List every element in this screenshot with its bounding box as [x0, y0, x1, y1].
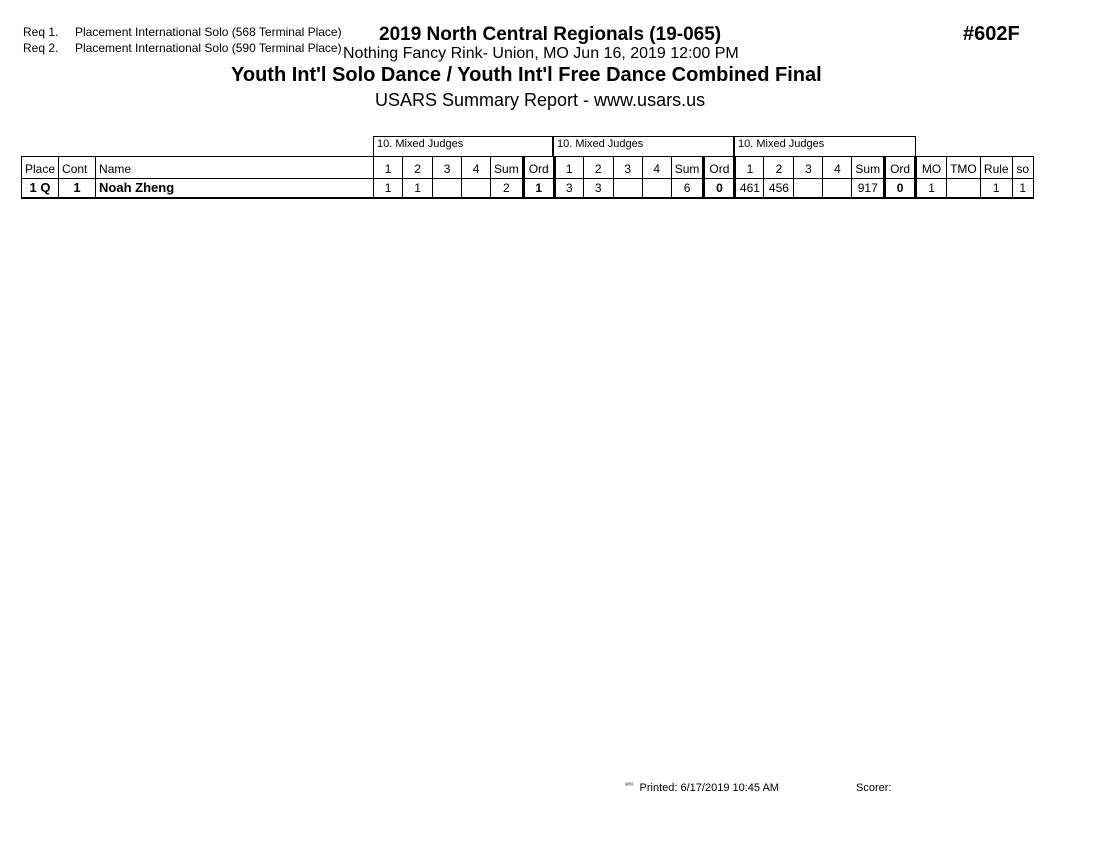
scorer-label: Scorer:: [856, 782, 892, 794]
g1-sum-cell: 2: [491, 179, 524, 199]
table-row: [22, 179, 1034, 199]
g3-judge3-cell: [794, 179, 823, 199]
g2-judge2-cell: 3: [583, 179, 613, 199]
g2-judge4-cell: [642, 179, 671, 199]
g1-ord-cell: 1: [523, 179, 554, 199]
printed-timestamp: Printed: 6/17/2019 10:45 AM: [639, 782, 779, 794]
column-header-g1-judge4: 4: [462, 157, 491, 179]
column-header-g3-ord: Ord: [885, 157, 916, 179]
rule-cell: 1: [980, 179, 1012, 199]
column-header-g1-ord: Ord: [523, 157, 554, 179]
column-header-g1-judge3: 3: [433, 157, 462, 179]
g1-judge4-cell: [462, 179, 491, 199]
cont-cell: 1: [59, 179, 96, 199]
competition-title: 2019 North Central Regionals (19-065): [379, 24, 722, 45]
judge-group-2-header: 10. Mixed Judges: [553, 136, 734, 156]
column-header-name: Name: [96, 157, 374, 179]
g3-judge4-cell: [823, 179, 852, 199]
requirement-text: Placement International Solo (590 Terminal Place): [75, 41, 342, 55]
g2-judge1-cell: 3: [554, 179, 583, 199]
requirement-text: Placement International Solo (568 Terminal Place): [75, 25, 342, 39]
column-header-cont: Cont: [59, 157, 96, 179]
column-header-g2-judge3: 3: [613, 157, 642, 179]
column-header-g1-judge1: 1: [374, 157, 403, 179]
g3-judge2-cell: 456: [764, 179, 794, 199]
column-header-mo: MO: [916, 157, 947, 179]
column-header-g3-judge4: 4: [823, 157, 852, 179]
judge-group-1-header: 10. Mixed Judges: [373, 136, 553, 156]
judge-group-3-header: 10. Mixed Judges: [734, 136, 916, 156]
column-header-so: so: [1012, 157, 1033, 179]
venue-date: Nothing Fancy Rink- Union, MO Jun 16, 2019 12:00 PM: [343, 45, 739, 62]
column-header-g1-judge2: 2: [403, 157, 433, 179]
g3-judge1-cell: 461: [735, 179, 764, 199]
column-header-g3-sum: Sum: [852, 157, 885, 179]
printed-info: [625, 782, 779, 794]
footer-mark: ³²⁰²: [625, 783, 634, 789]
event-code: #602F: [963, 23, 1020, 45]
results-table: [21, 156, 1034, 199]
column-header-g3-judge1: 1: [735, 157, 764, 179]
so-cell: 1: [1012, 179, 1033, 199]
requirement-number: Req 1.: [23, 25, 59, 39]
g3-ord-cell: 0: [885, 179, 916, 199]
g2-ord-cell: 0: [704, 179, 735, 199]
column-header-rule: Rule: [980, 157, 1012, 179]
g3-sum-cell: 917: [852, 179, 885, 199]
requirement-number: Req 2.: [23, 41, 59, 55]
place-cell: 1 Q: [22, 179, 59, 199]
skater-name-cell: Noah Zheng: [96, 179, 374, 199]
column-header-g1-sum: Sum: [491, 157, 524, 179]
column-header-g2-sum: Sum: [671, 157, 704, 179]
g1-judge1-cell: 1: [374, 179, 403, 199]
column-header-tmo: TMO: [947, 157, 981, 179]
report-title: USARS Summary Report - www.usars.us: [375, 90, 706, 110]
g1-judge3-cell: [433, 179, 462, 199]
column-header-g3-judge2: 2: [764, 157, 794, 179]
event-title: Youth Int'l Solo Dance / Youth Int'l Free Dance Combined Final: [231, 64, 822, 86]
g1-judge2-cell: 1: [403, 179, 433, 199]
column-header-place: Place: [22, 157, 59, 179]
column-header-g2-judge1: 1: [554, 157, 583, 179]
column-header-g2-judge4: 4: [642, 157, 671, 179]
column-header-g2-judge2: 2: [583, 157, 613, 179]
g2-judge3-cell: [613, 179, 642, 199]
requirement-1: [23, 25, 342, 39]
tmo-cell: [947, 179, 981, 199]
g2-sum-cell: 6: [671, 179, 704, 199]
table-header-row: [22, 157, 1034, 179]
column-header-g2-ord: Ord: [704, 157, 735, 179]
mo-cell: 1: [916, 179, 947, 199]
requirement-2: [23, 41, 342, 55]
column-header-g3-judge3: 3: [794, 157, 823, 179]
